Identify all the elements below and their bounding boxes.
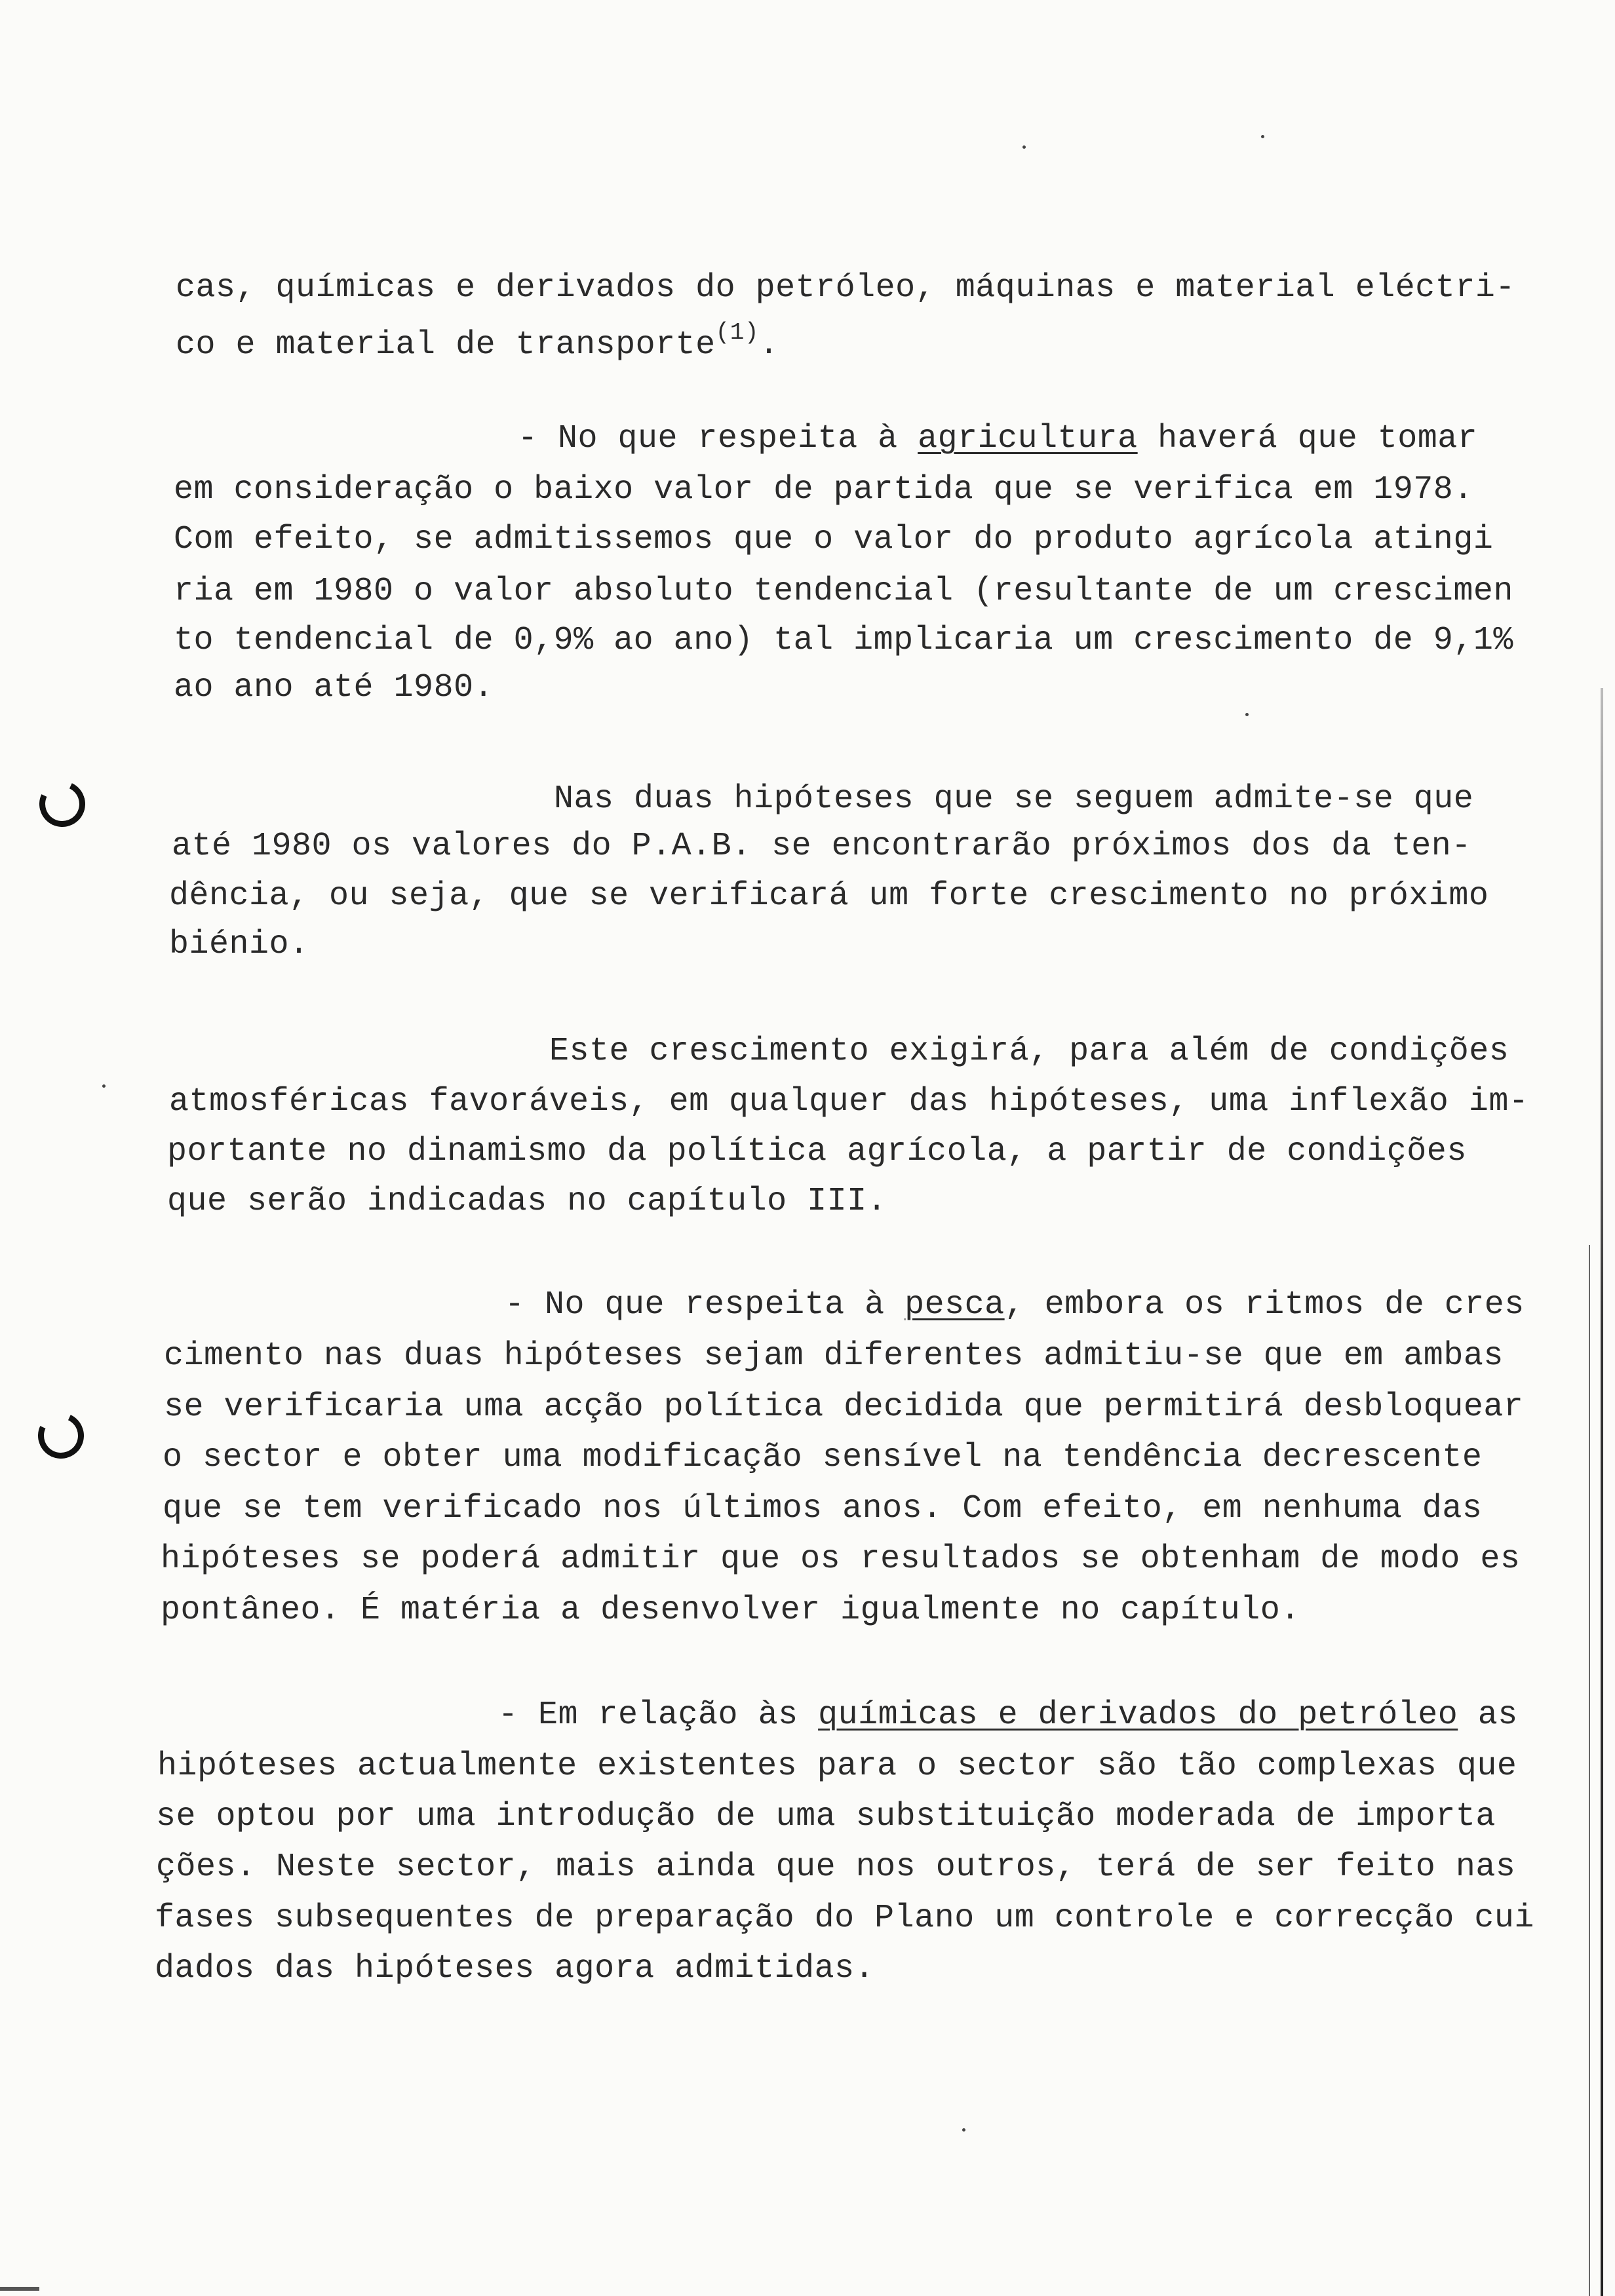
text-line: se optou por uma introdução de uma substituição moderada de importa xyxy=(156,1798,1496,1835)
text-line: pontâneo. É matéria a desenvolver igualmente no capítulo. xyxy=(161,1592,1300,1629)
scan-speck xyxy=(1261,135,1264,138)
text-line: Nas duas hipóteses que se seguem admite-se que xyxy=(554,780,1474,818)
text-line xyxy=(505,1286,1525,1325)
text-span: - No que respeita à xyxy=(505,1286,905,1324)
scan-speck xyxy=(1245,713,1249,716)
text-line: ria em 1980 o valor absoluto tendencial (resultante de um crescimen xyxy=(174,573,1513,610)
punch-hole-mark-icon xyxy=(33,775,92,833)
text-line: que serão indicadas no capítulo III. xyxy=(167,1183,887,1220)
text-span: - No que respeita à xyxy=(518,420,918,457)
punch-hole-mark-icon xyxy=(31,1406,90,1465)
text-span: - Em relação às xyxy=(498,1696,819,1734)
underlined-term-agricultura: agricultura xyxy=(918,420,1138,457)
text-line: o sector e obter uma modificação sensível na tendência decrescente xyxy=(163,1439,1483,1476)
text-line: dência, ou seja, que se verificará um forte crescimento no próximo xyxy=(169,877,1489,915)
text-line: que se tem verificado nos últimos anos. Com efeito, em nenhuma das xyxy=(163,1490,1483,1527)
text-line: hipóteses actualmente existentes para o sector são tão complexas que xyxy=(157,1748,1517,1785)
page-edge-shadow xyxy=(1589,1245,1590,2296)
text-line: to tendencial de 0,9% ao ano) tal implicaria um crescimento de 9,1% xyxy=(174,622,1513,659)
text-line: cas, químicas e derivados do petróleo, máquinas e material eléctri- xyxy=(176,269,1515,307)
page-edge-shadow xyxy=(1601,688,1603,2296)
scan-speck xyxy=(1022,145,1026,149)
text-line: biénio. xyxy=(169,926,309,963)
text-span: co e material de transporte xyxy=(176,326,716,364)
scan-speck xyxy=(962,2128,965,2132)
text-line: ao ano até 1980. xyxy=(174,669,494,706)
text-line: até 1980 os valores do P.A.B. se encontrarão próximos dos da ten- xyxy=(172,828,1471,865)
text-span: , embora os ritmos de cres xyxy=(1004,1286,1525,1324)
footnote-reference: (1) xyxy=(715,319,759,346)
text-line: Com efeito, se admitissemos que o valor do produto agrícola atingi xyxy=(174,521,1494,558)
text-span: as xyxy=(1458,1696,1518,1734)
text-line: em consideração o baixo valor de partida que se verifica em 1978. xyxy=(174,471,1473,508)
underlined-term-quimicas: químicas e derivados do petróleo xyxy=(818,1696,1458,1734)
text-line xyxy=(518,419,1477,459)
text-line: fases subsequentes de preparação do Plano um controle e correcção cui xyxy=(155,1900,1534,1937)
text-line: dados das hipóteses agora admitidas. xyxy=(155,1950,875,1987)
underlined-term-pesca: pesca xyxy=(905,1286,1005,1324)
text-line: hipóteses se poderá admitir que os resultados se obtenham de modo es xyxy=(161,1540,1521,1578)
text-line: cimento nas duas hipóteses sejam diferentes admitiu-se que em ambas xyxy=(164,1337,1504,1375)
text-span: haverá que tomar xyxy=(1137,420,1478,457)
text-line: portante no dinamismo da política agrícola, a partir de condições xyxy=(167,1133,1467,1170)
text-line: atmosféricas favoráveis, em qualquer das hipóteses, uma inflexão im- xyxy=(169,1083,1529,1120)
text-line: Este crescimento exigirá, para além de condições xyxy=(549,1033,1509,1070)
scan-smudge xyxy=(0,2287,39,2291)
text-line xyxy=(176,313,779,365)
text-line: ções. Neste sector, mais ainda que nos outros, terá de ser feito nas xyxy=(156,1848,1516,1886)
scan-speck xyxy=(102,1084,106,1088)
text-line: se verificaria uma acção política decidida que permitirá desbloquear xyxy=(164,1388,1524,1426)
text-span: . xyxy=(758,326,779,364)
text-line xyxy=(498,1696,1518,1735)
